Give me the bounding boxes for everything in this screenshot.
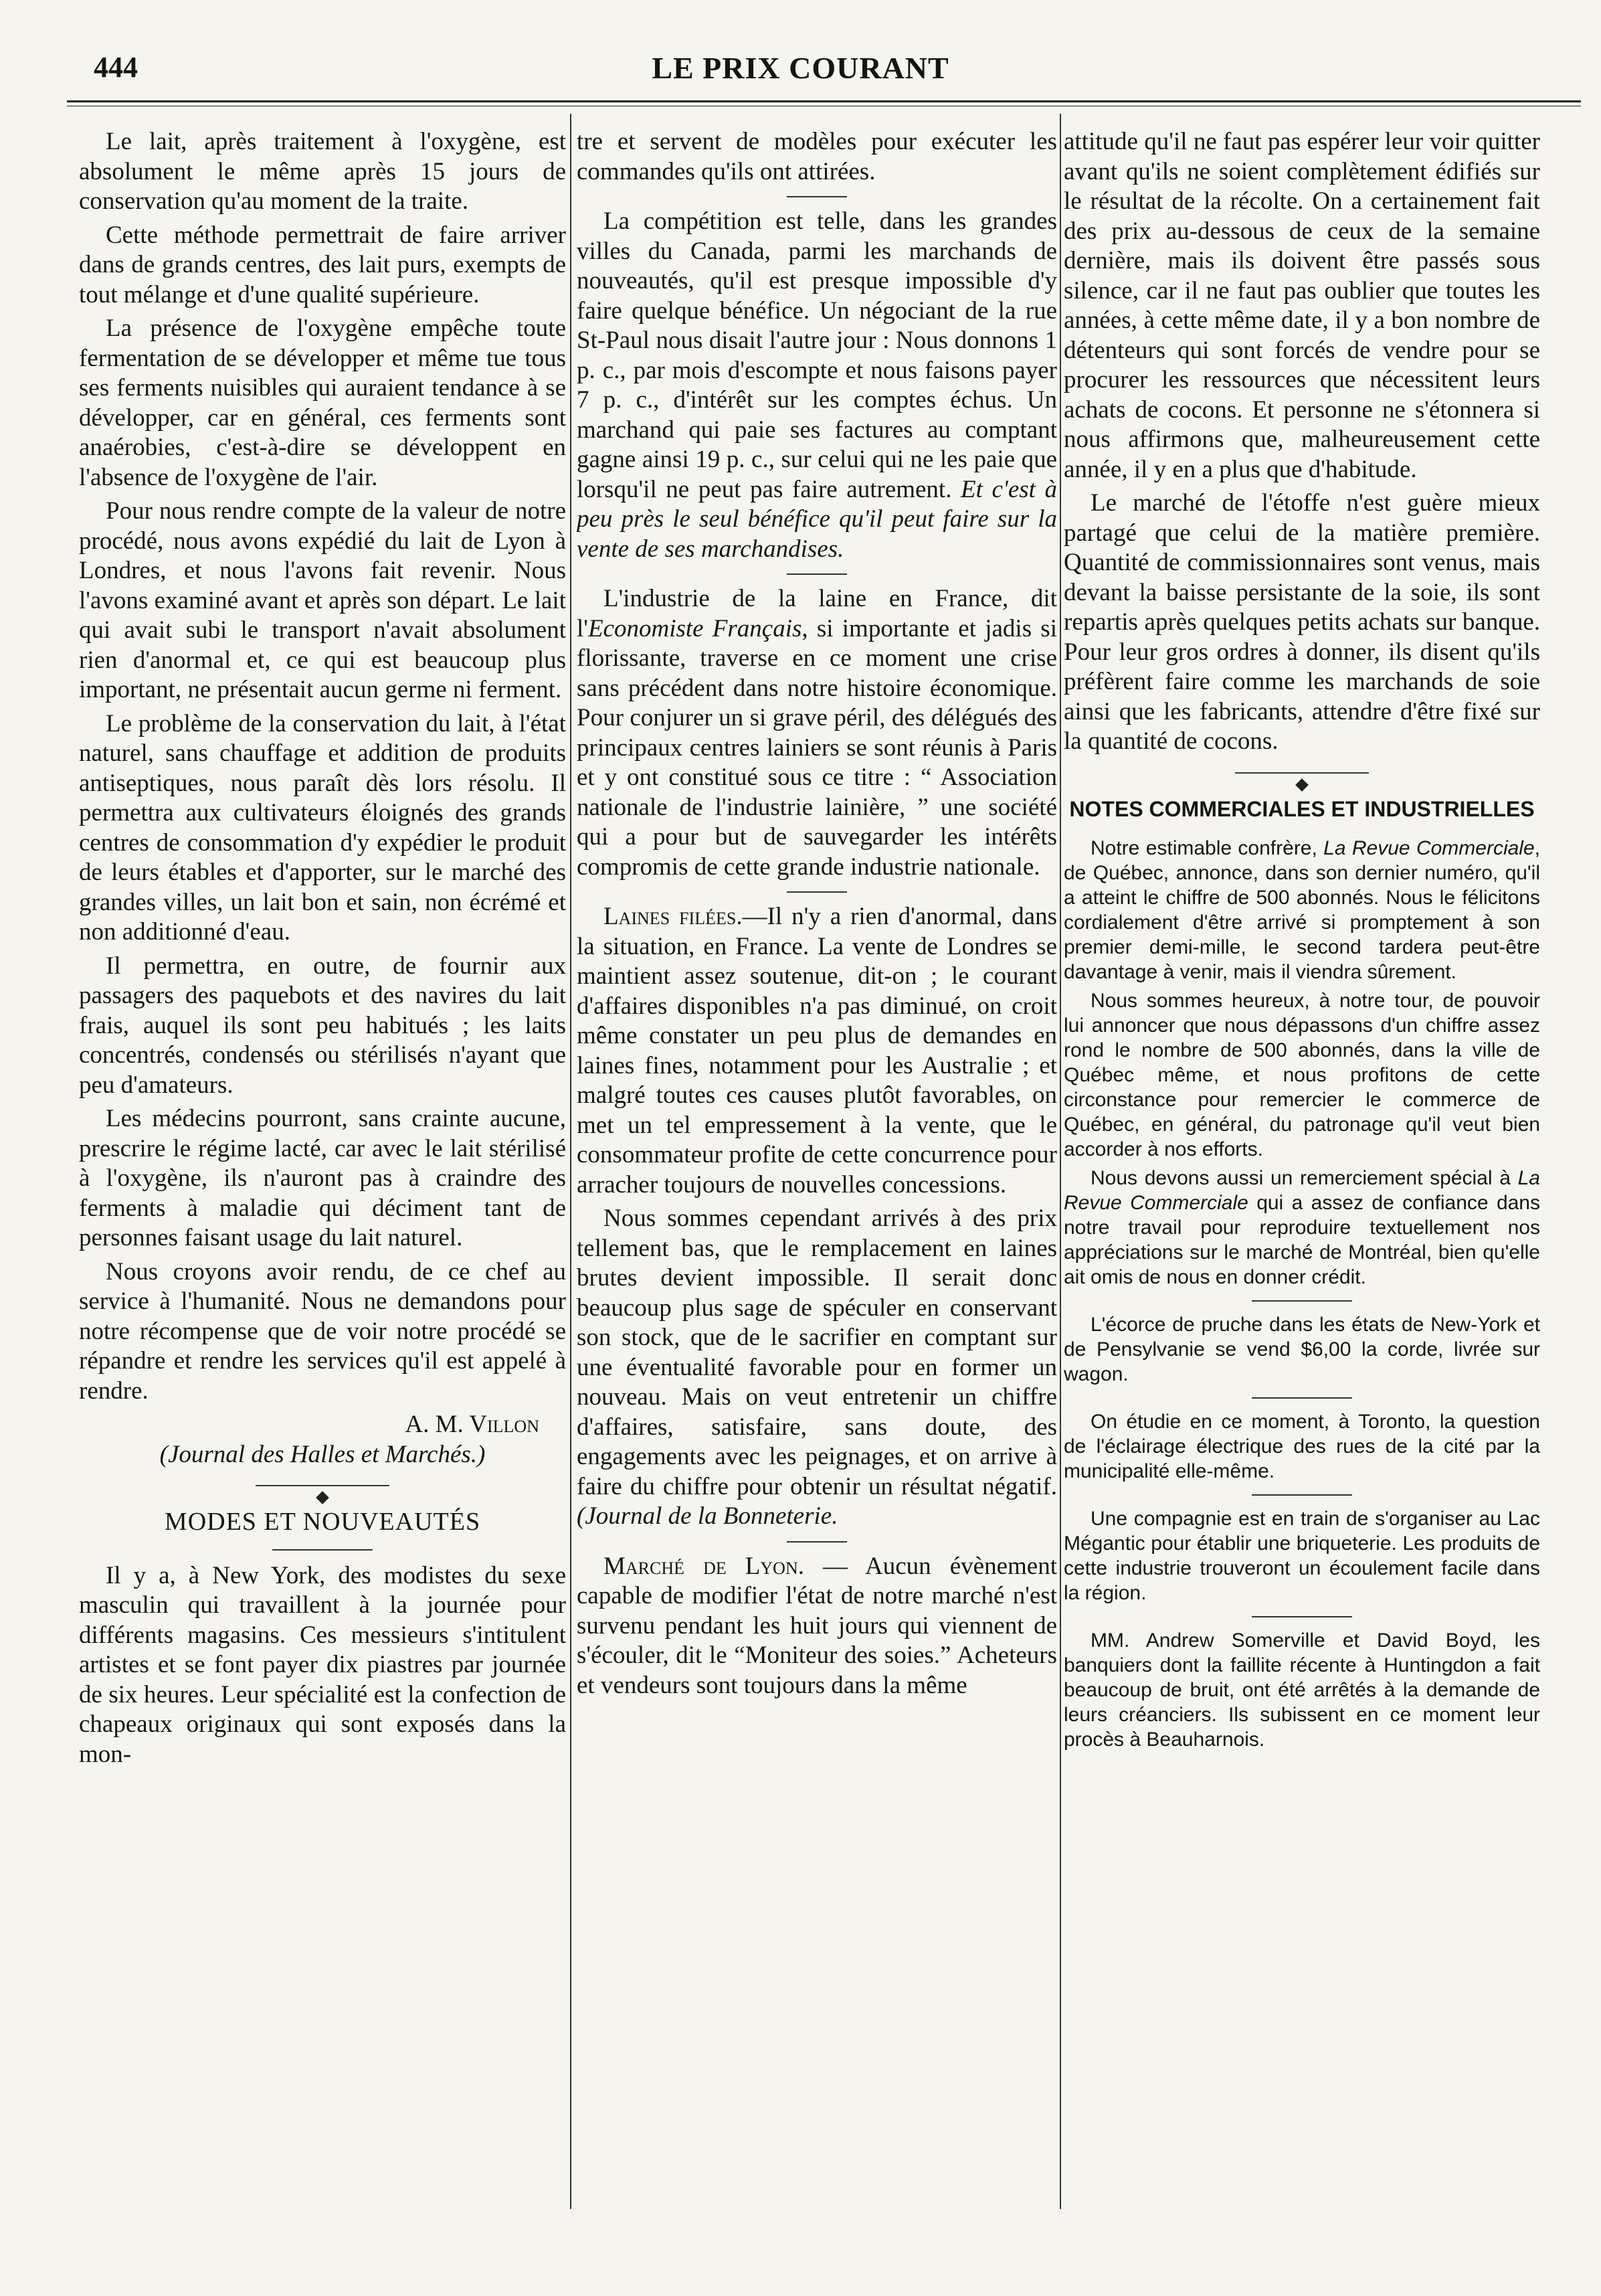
section-heading: MODES ET NOUVEAUTÉS [164,1508,481,1536]
column-1 [79,127,566,2222]
note-rule [1252,1300,1352,1302]
diamond-icon [316,1491,329,1504]
section-heading: NOTES COMMERCIALES ET INDUSTRIELLES [1069,796,1535,821]
note-paragraph: Nous sommes heureux, à notre tour, de pouvoir lui annoncer que nous dépassons d'un chiffre assez rond le nombre de 500 abonnés, dans la ville de Québec même, et nous profitons de cette circonstance pour remercier le commerce de Québec, en général, du patronage qu'il veut bien accorder à nos efforts. [1064,990,1540,1160]
paragraph-text: — Aucun évènement capable de modifier l'état de notre marché n'est survenu pendant les huit jours qui viennent de s'écouler, dit le “Moniteur des soies.” Acheteurs et vendeurs sont toujours dans la même [577,1552,1057,1699]
paragraph-text: , si importante et jadis si florissante, traverse en ce moment une crise sans précédent dans notre histoire économique. Pour conjurer un si grave péril, des délégués des principaux centres lainiers se sont réunis à Paris et y ont constitué sous ce titre : “ Association nationale de l'industrie lainière, ” une société qui a pour but de sauvegarder les intérêts compromis de cette grande industrie nationale. [577,614,1057,881]
paragraph: Il permettra, en outre, de fournir aux passagers des paquebots et des navires du lait frais, auquel ils sont peu habitués ; les laits concentrés, condensés ou stérilisés n'ayant que peu d'amateurs. [79,952,566,1099]
journal-name: La Revue Commerciale [1323,837,1535,859]
paragraph [577,1552,1057,1701]
paragraph: Le lait, après traitement à l'oxygène, est absolument le même après 15 jours de conservation qu'au moment de la traite. [79,128,566,215]
paragraph: La présence de l'oxygène empêche toute fermentation de se développer et même tue tous ses ferments nuisibles qui auraient tendance à se développer, car en général, ces ferments sont anaérobies, c'est-à-dire se développent en l'absence de l'oxygène de l'air. [79,315,566,491]
paragraph-text: Nous devons aussi un remerciement spécial à [1091,1167,1518,1189]
short-rule [787,196,847,197]
source-citation: (Journal des Halles et Marchés.) [159,1440,486,1468]
section-rule [272,1549,373,1551]
ornament-divider [1064,766,1540,780]
paragraph [577,902,1057,1200]
paragraph: Il y a, à New York, des modistes du sexe masculin qui travaillent à la journée pour différents magasins. Ces messieurs s'intitulent artistes et se font payer dix piastres par journée de six heures. Leur spécialité est la confection de chapeaux originaux qui sont exposés dans la mon- [79,1561,566,1768]
note-paragraph: L'écorce de pruche dans les états de New-York et de Pensylvanie se vend $6,00 la corde, livrée sur wagon. [1064,1314,1540,1385]
paragraph [577,207,1057,564]
paragraph: Cette méthode permettrait de faire arriver dans de grands centres, des lait purs, exempts de tout mélange et d'une qualité supérieure. [79,221,566,308]
page-number: 444 [94,51,138,84]
journal-name: Economiste Français [587,614,802,642]
column-3 [1064,127,1540,2222]
paragraph: Les médecins pourront, sans crainte aucune, prescrire le régime lacté, car avec le lait stérilisé à l'oxygène, ils n'auront pas à craindre des ferments à maladie qui déciment tant de personnes faisant usage du lait naturel. [79,1105,566,1251]
page-header [47,50,1554,97]
note-paragraph [1064,836,1540,984]
note-paragraph: MM. Andrew Somerville et David Boyd, les banquiers dont la faillite récente à Huntingdon a fait beaucoup de bruit, ont été arrêtés à la demande de leurs créanciers. Ils subissent en ce moment leur procès à Beauharnois. [1064,1629,1540,1751]
lead-in: Laines filées. [603,903,743,930]
notes-section [1064,836,1540,1752]
short-rule [787,891,847,893]
diamond-icon [1295,778,1309,792]
column-divider [570,114,571,2209]
journal-name: La Revue Commerciale [1064,1167,1540,1214]
paragraph: Le marché de l'étoffe n'est guère mieux partagé que celui de la matière première. Quantité de commissionnaires sont venus, mais devant la baisse persistante de la soie, ils sont repartis après quelques petits achats sur banque. Pour leur gros ordres à donner, ils disent qu'ils préfèrent faire comme les marchands de soie ainsi que les fabricants, attendre d'être fixé sur la quantité de cocons. [1064,489,1540,755]
paragraph-text: Nous sommes cependant arrivés à des prix tellement bas, que le remplacement en laines brutes devient impossible. Il serait donc beaucoup plus sage de spéculer en conservant son stock, que de le sacrifier en comptant sur une éventualité favorable pour en former un nouveau. Mais on veut entretenir un chiffre d'affaires, satisfaire, sans doute, des engagements avec les peignages, et on arrive à faire du chiffre pour obtenir un résultat négatif. [577,1205,1057,1500]
note-rule [1252,1616,1352,1617]
paragraph: Pour nous rendre compte de la valeur de notre procédé, nous avons expédié du lait de Lyon à Londres, et nous l'avons fait revenir. Nous l'avons examiné avant et après son départ. Le lait qui avait subi le transport n'avait absolument rien d'anormal et, ce qui est beaucoup plus important, ne présentait aucun germe ni ferment. [79,497,566,703]
lead-in: Marché de Lyon. [603,1552,804,1580]
paragraph-text: —Il n'y a rien d'anormal, dans la situation, en France. La vente de Londres se maintient assez soutenue, dit-on ; le courant d'affaires disponibles n'a pas diminué, on croit même constater un peu plus de demandes en laines fines, notamment pour les Australie ; et malgré toutes ces causes plutôt favorables, on met un tel empressement à la vente, que le consommateur profite de cette concurrence pour arracher toujours de nouvelles concessions. [577,903,1057,1199]
note-paragraph: On étudie en ce moment, à Toronto, la question de l'éclairage électrique des rues de la cité par la municipalité elle-même. [1064,1411,1540,1482]
paragraph [577,584,1057,882]
short-rule [787,573,847,575]
source-citation: (Journal de la Bonneterie. [577,1502,838,1530]
note-rule [1252,1397,1352,1399]
note-paragraph [1064,1166,1540,1290]
header-rule [67,100,1581,102]
paragraph: Nous croyons avoir rendu, de ce chef au service à l'humanité. Nous ne demandons pour notre récompense que de voir notre procédé se répandre et rendre les services qu'il est appelé à rendre. [79,1257,566,1405]
paragraph: attitude qu'il ne faut pas espérer leur voir quitter avant qu'ils ne soient complètement édifiés sur le résultat de la récolte. On a certainement fait des prix au-dessous de ceux de la semaine dernière, mais ils doivent être passés sous silence, car il ne faut pas oublier que toutes les années, à cette même date, il y a bon nombre de détenteurs qui sont forcés de vendre pour se procurer les ressources que nécessitent leurs achats de cocons. Et personne ne s'étonnera si nous affirmons que, malheureusement cette année, il y en a plus que d'habitude. [1064,128,1540,483]
paragraph-text: , de Québec, annonce, dans son dernier numéro, qu'il a atteint le chiffre de 500 abonnés. Nous le félicitons cordialement d'être arrivé si promptement à son premier demi-mille, le second tardera peut-être davantage à venir, mais il viendra sûrement. [1064,837,1540,983]
running-title: LE PRIX COURANT [652,51,949,85]
paragraph-text: qui a assez de confiance dans notre travail pour reproduire textuellement nos appréciations sur le marché de Montréal, bien qu'elle ait omis de nous en donner crédit. [1064,1192,1540,1288]
paragraph: Le problème de la conservation du lait, à l'état naturel, sans chauffage et addition de produits antiseptiques, nous paraît dès lors résolu. Il permettra aux cultivateurs éloignés des grands centres de consommation d'y expédier le produit de leurs étables et d'apporter, sur le marché des grandes villes, un lait bon et sain, non écrémé et non additionné d'eau. [79,709,566,946]
paragraph-text: La compétition est telle, dans les grandes villes du Canada, parmi les marchands de nouveautés, qu'il est presque impossible d'y faire quelque bénéfice. Un négociant de la rue St-Paul nous disait l'autre jour : Nous donnons 1 p. c., par mois d'escompte et nous faisons payer 7 p. c., d'intérêt sur les comptes échus. Un marchand qui paie ses factures au comptant gagne ainsi 19 p. c., sur celui qui ne les paie que lorsqu'il ne peut pas faire autrement. [577,207,1057,503]
note-paragraph: Une compagnie est en train de s'organiser au Lac Mégantic pour établir une briqueterie. Les produits de cette industrie trouveront un écoulement facile dans la région. [1064,1508,1540,1604]
author-signature: A. M. Villon [405,1411,539,1438]
column-2 [577,127,1057,2222]
paragraph: tre et servent de modèles pour exécuter les commandes qu'ils ont attirées. [577,128,1057,185]
note-rule [1252,1494,1352,1496]
paragraph [577,1204,1057,1532]
paragraph-text: Notre estimable confrère, [1091,837,1324,859]
column-divider [1060,114,1061,2209]
paragraph-text: L'industrie de la laine en France, dit l' [577,585,1057,642]
short-rule [787,1541,847,1542]
ornament-divider [79,1479,566,1492]
italic-text: Et c'est à peu près le seul bénéfice qu'il peut faire sur la vente de ses marchandises. [577,475,1057,563]
